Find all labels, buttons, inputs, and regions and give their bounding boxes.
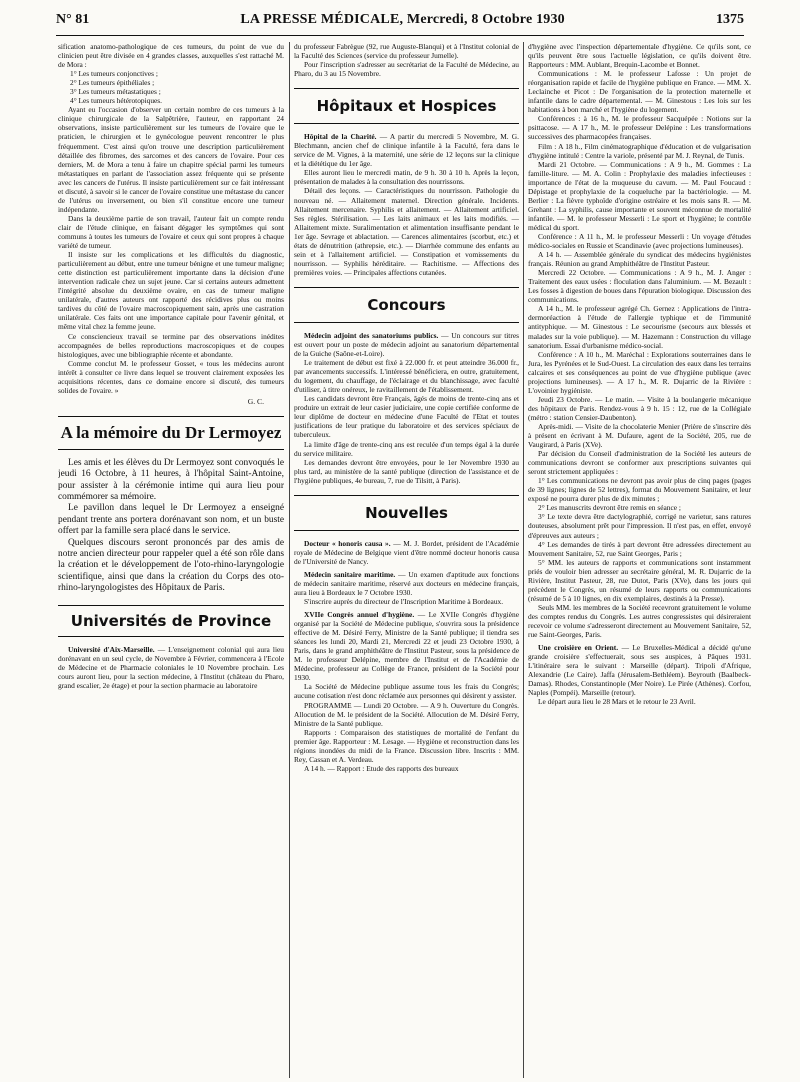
- paragraph: Université d'Aix-Marseille. — L'enseignement colonial qui aura lieu dorénavant en un seul cycle, de Novembre à Février, commencera à l'Ecole de Médecine et de Pharmacie coloniales le 10 Novembre prochain. Les cours auront lieu, pour la section médecine, à l'Institut (château du Pharo, grand escalier, 2e étage) et pour la section pharmacie au laboratoire: [58, 644, 284, 690]
- paragraph: PROGRAMME — Lundi 20 Octobre. — A 9 h. Ouverture du Congrès. Allocution de M. le président de la Société. Allocution de M. Désiré Ferry, Ministre de la Santé publique.: [294, 700, 519, 728]
- paragraph: Les candidats devront être Français, âgés de moins de trente-cinq ans et produire un extrait de leur casier judiciaire, une copie certifiée conforme de leur diplôme de docteur en médecine d'une Faculté de l'Etat et toutes justifications de leur pratique du laboratoire et des services spéciaux de tuberculeux.: [294, 394, 519, 440]
- rule-item: 5° MM. les auteurs de rapports et communications sont instamment priés de vouloir bien adresser au secrétaire général, M. R. Dujarric de la Rivière, Institut Pasteur, 28, rue Dutot, Paris (XVe), dans les jours qui précèdent le Congrès, un résumé de leurs rapports ou communications (résumé de 5 à 10 lignes, en dix exemplaires, destinés à la Presse).: [528, 557, 751, 603]
- paragraph: du professeur Fabrègue (92, rue Auguste-Blanqui) et à l'Institut colonial de la Faculté des Sciences (service du professeur Jumelle).: [294, 42, 519, 61]
- universites-heading-box: [58, 605, 284, 637]
- section-title-memoire: A la mémoire du Dr Lermoyez: [60, 422, 282, 442]
- paragraph: Les amis et les élèves du Dr Lermoyez sont convoqués le jeudi 16 Octobre, à 11 heures, à l'hôpital Saint-Antoine, pour assister à la cérémonie intime qui aura lieu pour commémorer sa mémoire.: [58, 457, 284, 503]
- item-heading: Université d'Aix-Marseille.: [68, 644, 155, 654]
- paragraph: A 14 h. — Assemblée générale du syndicat des médecins hygiénistes français. Réunion au grand Amphithéâtre de l'Institut Pasteur.: [528, 250, 751, 269]
- item-heading: Une croisière en Orient.: [538, 643, 619, 653]
- memoire-notice: [58, 458, 284, 595]
- paragraph: La Société de Médecine publique assume tous les frais du Congrès; aucune cotisation n'est donc réclamée aux personnes qui désirent y assister.: [294, 682, 519, 701]
- paragraph: Elles auront lieu le mercredi matin, de 9 h. 30 à 10 h. Après la leçon, présentation de malades à la consultation des nourrissons.: [294, 168, 519, 187]
- section-title-universites: Universités de Province: [70, 611, 272, 630]
- list-item: 2° Les tumeurs épithéliales ;: [70, 78, 155, 88]
- paragraph: Le pavillon dans lequel le Dr Lermoyez a enseigné pendant trente ans portera dorénavant son nom, et un buste offert par la famille sera placé dans le service.: [58, 503, 284, 537]
- issue-number: N° 81: [56, 12, 90, 27]
- page-header: [56, 12, 744, 34]
- paragraph: Mercredi 22 Octobre. — Communications : A 9 h., M. J. Anger : Traitement des eaux usées : floculation dans l'aluminium. — M. Bezault : Les fosses à digestion de boues dans l'épuration biologique. Discussion des communications.: [528, 268, 751, 305]
- paragraph: Film : A 18 h., Film cinématographique d'éducation et de vulgarisation d'hygiène intitulé : Centre la variole, présenté par M. J. Reynal, de Tunis.: [528, 141, 751, 160]
- paragraph: A 14 h. — Rapport : Etude des rapports des bureaux: [304, 763, 459, 773]
- journal-title: LA PRESSE MÉDICALE, Mercredi, 8 Octobre 1930: [240, 12, 565, 27]
- item-heading: Docteur « honoris causa ».: [304, 538, 391, 548]
- section-title-hopitaux: Hôpitaux et Hospices: [316, 97, 497, 116]
- paragraph: A 14 h., M. le professeur agrégé Ch. Gernez : Applications de l'intra-dermoréaction à l'étude de l'allergie typhique et de l'immunité antityphique. — M. Ginestous : Le secourisme (secours aux blessés et malades sur la voie publique). — M. Hazemann : Construction du village sanatorium. Essai d'urbanisme médico-social.: [528, 304, 751, 350]
- paragraph: XVIIe Congrès annuel d'hygiène. — Le XVIIe Congrès d'hygiène organisé par la Société de Médecine publique, s'ouvrira sous la présidence effective de M. Désiré Ferry, Ministre de la Santé publique; il tiendra ses séances les lundi 20, Mardi 21, Mercredi 22 et jeudi 23 Octobre 1930, à Paris, dans le grand amphithéâtre de l'Institut Pasteur, sous la présidence de M. le professeur Delépine, membre de l'Institut et de l'Académie de Médecine, professeur au Collège de France, président de la Société pour 1930.: [294, 610, 519, 683]
- column-2: [294, 42, 519, 773]
- paragraph: Par décision du Conseil d'administration de la Société les auteurs de communications devront se conformer aux prescriptions suivantes qui seront strictement appliquées :: [528, 449, 751, 477]
- hopitaux-heading-box: [294, 88, 519, 124]
- column-3: [528, 42, 751, 706]
- paragraph: La limite d'âge de trente-cinq ans est reculée d'un temps égal à la durée du service militaire.: [294, 439, 519, 458]
- rule-item: 2° Les manuscrits devront être remis en séance ;: [538, 503, 681, 513]
- author-signature: G. C.: [247, 396, 264, 406]
- paragraph: Le départ aura lieu le 28 Mars et le retour le 23 Avril.: [538, 697, 696, 707]
- paragraph: Après-midi. — Visite de la chocolaterie Menier (Prière de s'inscrire dès à présent en écrivant à M. Dufaure, agent de la Société, 205, rue de Vaugirard, à Paris (XVe).: [528, 421, 751, 450]
- paragraph: Ce consciencieux travail se termine par des observations inédites accompagnées de belles reproductions macroscopiques et de coupes histologiques, avec une bibliographie récente et abondante.: [58, 331, 284, 359]
- paragraph: Dans la deuxième partie de son travail, l'auteur fait un compte rendu clair de l'étude clinique, en faisant dégager les symptômes qui sont communs à toutes les tumeurs de l'ovaire et ceux qui sont propres à chaque variété de tumeur.: [58, 213, 284, 251]
- paragraph: Conférence : A 11 h., M. le professeur Messerli : Un voyage d'études médico-sociales en Russie et Scandinavie (avec projections lumineuses).: [528, 231, 751, 251]
- rule-item: 1° Les communications ne devront pas avoir plus de cinq pages (pages de 39 lignes; lignes de 52 lettres), format du Mouvement Sanitaire, et leur exposé ne pourra durer plus de dix minutes ;: [528, 476, 751, 504]
- list-item: 1° Les tumeurs conjonctives ;: [70, 69, 158, 79]
- section-title-concours: Concours: [367, 295, 446, 314]
- paragraph: Communications : M. le professeur Lafosse : Un projet de réorganisation rapide et facile de l'hygiène publique en France. — MM. X. Leclainche et Picot : De l'organisation de la protection maternelle et infantile dans le cadre départemental. — M. Ginestous : Les lois sur les habitations à bon marché et l'hygiène du logement.: [528, 69, 751, 115]
- paragraph: Conférences : à 16 h., M. le professeur Sacquépée : Notions sur la psittacose. — A 17 h., M. le professeur Delépine : Les transformations successives des pharmacopées françaises.: [528, 114, 751, 142]
- paragraph: sification anatomo-pathologique de ces tumeurs, du point de vue du clinicien peut être divisée en 4 grandes classes, auxquelles s'est rattaché M. de Mora :: [58, 42, 284, 70]
- paragraph: Comme conclut M. le professeur Gosset, « tous les médecins auront intérêt à consulter ce livre dans lequel se trouvent clairement exposées les acquisitions récentes, dans ce domaine encore si discuté, des tumeurs solides de l'ovaire. »: [58, 358, 284, 395]
- column-divider: [523, 42, 524, 1078]
- nouvelles-heading-box: [294, 495, 519, 531]
- paragraph: Mardi 21 Octobre. — Communications : A 9 h., M. Gommes : La famille-liture. — M. A. Colin : Prophylaxie des maladies infectieuses : importance de l'état de la muqueuse du cavum. — M. Paul Foucaud : Dépistage et prophylaxie de la coqueluche par la bactériologie. — M. Berlier : La fièvre typhoïde d'origine ostréaire et les mois sans R. — M. Grehant : La syphilis, cause importante et souvent méconnue de mortalité infantile. — M. le professeur Messerli : Le sport et l'hygiène; le contrôle médical du sport.: [528, 159, 751, 232]
- concours-heading-box: [294, 287, 519, 323]
- header-rule: [56, 35, 744, 36]
- paragraph: Quelques discours seront prononcés par des amis de notre ancien directeur pour rappeler quel a été son rôle dans la création et le développement de l'oto-rhino-laryngologie scientifique, ainsi que dans la création du Corps des oto-rhino-laryngologistes des Hôpitaux de Paris.: [58, 537, 284, 594]
- column-1: [58, 42, 284, 690]
- section-title-nouvelles: Nouvelles: [365, 503, 448, 522]
- item-heading: Hôpital de la Charité.: [304, 132, 377, 142]
- paragraph: Médecin sanitaire maritime. — Un examen d'aptitude aux fonctions de médecin sanitaire maritime, réservé aux docteurs en médecine français, aura lieu à Bordeaux le 7 Octobre 1930.: [294, 569, 519, 597]
- paragraph: Il insiste sur les complications et les difficultés du diagnostic, particulièrement au début, entre une tumeur bénigne et une tumeur maligne; cette distinction est particulièrement importante dans la décision d'une intervention radicale chez un sujet jeune. Car si certains auteurs admettent l'intégrité absolue du deuxième ovaire, en cas de tumeur maligne unilatérale, d'autres auteurs ont rapporté des récidives plus ou moins tardives du côté de l'ovaire macroscopiquement sain, après une castration unilatérale. Ces faits ont une importance capitale pour l'avenir génital, et même vital chez la femme jeune.: [58, 250, 284, 332]
- rule-item: 4° Les demandes de tirés à part devront être adressées directement au Mouvement Sanitaire, 52, rue Saint Georges, Paris ;: [528, 539, 751, 558]
- item-heading: XVIIe Congrès annuel d'hygiène.: [304, 610, 415, 620]
- paragraph: Docteur « honoris causa ». — M. J. Bordet, président de l'Académie royale de Médecine de Belgique vient d'être nommé docteur honoris causa de l'Université de Nancy.: [294, 538, 519, 566]
- paragraph: Médecin adjoint des sanatoriums publics. — Un concours sur titres est ouvert pour un poste de médecin adjoint au sanatorium départemental de la Guiche (Saône-et-Loire).: [294, 330, 519, 359]
- item-heading: Médecin sanitaire maritime.: [304, 569, 396, 579]
- list-item: 3° Les tumeurs métastatiques ;: [70, 87, 161, 97]
- page-number: 1375: [715, 12, 744, 27]
- memoire-heading-box: [58, 416, 284, 450]
- paragraph: Hôpital de la Charité. — A partir du mercredi 5 Novembre, M. G. Blechmann, ancien chef de clinique infantile à la Faculté, fera dans le service de M. Vignes, à la maternité, une série de 12 leçons sur la clinique et la diététique du 1er âge.: [294, 132, 519, 169]
- item-heading: Médecin adjoint des sanatoriums publics.: [304, 330, 439, 340]
- paragraph: Détail des leçons. — Caractéristiques du nourrisson. Pathologie du nouveau né. — Allaitement maternel. Direction générale. Incidents. Allaitement mercenaire. Syphilis et allaitement. — Allaitement artificiel. Ses règles. Stérilisation. — Les laits animaux et les laits modifiés. — Allaitement mixte. Suralimentation et alimentation insuffisante pendant le 1er âge. Sevrage et ablactation. — Carences alimentaires (scorbut, etc.) et états de dénutrition (athrepsie, etc.). — Diarrhée commune des enfants au sein et à l'allaitement artificiel. — Constipation et vomissements du nourrisson. — Syphilis héréditaire. — Rachitisme. — Affections des premières voies. — Principales affections cutanées.: [294, 186, 519, 277]
- paragraph: Jeudi 23 Octobre. — Le matin. — Visite à la boulangerie mécanique des hôpitaux de Paris. Rendez-vous à 9 h. 15 : 12, rue de la Collégiale (métro : station Censier-Daubenton).: [528, 394, 751, 422]
- paragraph: Rapports : Comparaison des statistiques de mortalité de l'enfant du premier âge. Rapporteur : M. Lesage. — Hygiène et reconstruction dans les régions inondées du midi de la France. Discussion libre. Inscrits : MM. Rey, Cassan et A. Verdeau.: [294, 727, 519, 764]
- paragraph: Le traitement de début est fixé à 22.000 fr. et peut atteindre 36.000 fr., par avancements successifs. L'intéressé bénéficiera, en outre, gratuitement, du logement, du chauffage, de l'éclairage et du blanchissage, avec faculté d'utiliser, à titre onéreux, le ravitaillement de l'établissement.: [294, 358, 519, 395]
- list-item: 4° Les tumeurs hétérotopiques.: [70, 96, 163, 106]
- paragraph: d'hygiène avec l'inspection départementale d'hygiène. Ce qu'ils sont, ce qu'ils peuvent être sous l'actuelle législation, ce qu'ils doivent être. Rapporteurs : MM. Aublant, Brequin-Lacombe et Bonnet.: [528, 42, 751, 70]
- paragraph: S'inscrire auprès du directeur de l'Inscription Maritime à Bordeaux.: [304, 597, 504, 607]
- rule-item: 3° Le texte devra être dactylographié, corrigé ne varietur, sans ratures douteuses, absolument prêt pour l'impression. Il n'est pas, en effet, envoyé d'épreuves aux auteurs ;: [528, 512, 751, 540]
- paragraph: Seuls MM. les membres de la Société recevront gratuitement le volume des comptes rendus du Congrès. Les autres congressistes qui désireraient recevoir ce volume s'adresseront directement au Mouvement Sanitaire, 52, rue Saint-Georges, Paris.: [528, 602, 751, 640]
- paragraph: Les demandes devront être envoyées, pour le 1er Novembre 1930 au plus tard, au ministère de la santé publique (direction de l'assistance et de l'hygiène publiques, 4e bureau, 7, rue de Tilsitt, à Paris).: [294, 457, 519, 485]
- paragraph: Pour l'inscription s'adresser au secrétariat de la Faculté de Médecine, au Pharo, du 3 au 15 Novembre.: [294, 60, 519, 79]
- paragraph: Ayant eu l'occasion d'observer un certain nombre de ces tumeurs à la clinique chirurgicale de la Salpêtrière, l'auteur, en rapportant 24 observations, insiste particulièrement sur les tumeurs de l'ovaire que le praticien, le chirurgien et le gynécologue peuvent rencontrer le plus fréquemment. C'est ainsi qu'on trouve une description particulièrement détaillée des fibromes, des sarcomes et des cancers de l'ovaire. Pour ces derniers, M. de Mora a tenu à faire un chapitre spécial parmi les tumeurs métastatiques en parlant de l'association assez fréquente qui se présente avec les cancers de l'utérus. Il insiste particulièrement sur ce fait intéressant et discuté, à savoir si le cancer de l'ovaire constitue une métastase du cancer de l'utérus ou inversement, ou bien s'il constitue encore une tumeur indépendante.: [58, 105, 284, 214]
- paragraph: Une croisière en Orient. — Le Bruxelles-Médical a décidé qu'une grande croisière s'effectuerait, sous ses auspices, à Pâques 1931. L'itinéraire sera le suivant : Marseille (départ). Tripoli d'Afrique, Alexandrie (Le Caire). Jaffa (Jérusalem-Bethléem). Beyrouth (Baalbeck-Damas). Rhodes, Constantinople (Mer Noire). Le Pirée (Athènes). Corfou, Naples (Pompéi). Marseille (retour).: [528, 643, 751, 698]
- column-divider: [289, 42, 290, 1078]
- paragraph: Conférence : A 10 h., M. Maréchal : Explorations souterraines dans le Jura, les Pyrénées et le Sud-Ouest. La circulation des eaux dans les terrains calcaires et ses conséquences au point de vue d'hygiène publique (avec projections lumineuses). — A 17 h., M. R. Dujarric de la Rivière : L'ovoinier hygiéniste.: [528, 349, 751, 395]
